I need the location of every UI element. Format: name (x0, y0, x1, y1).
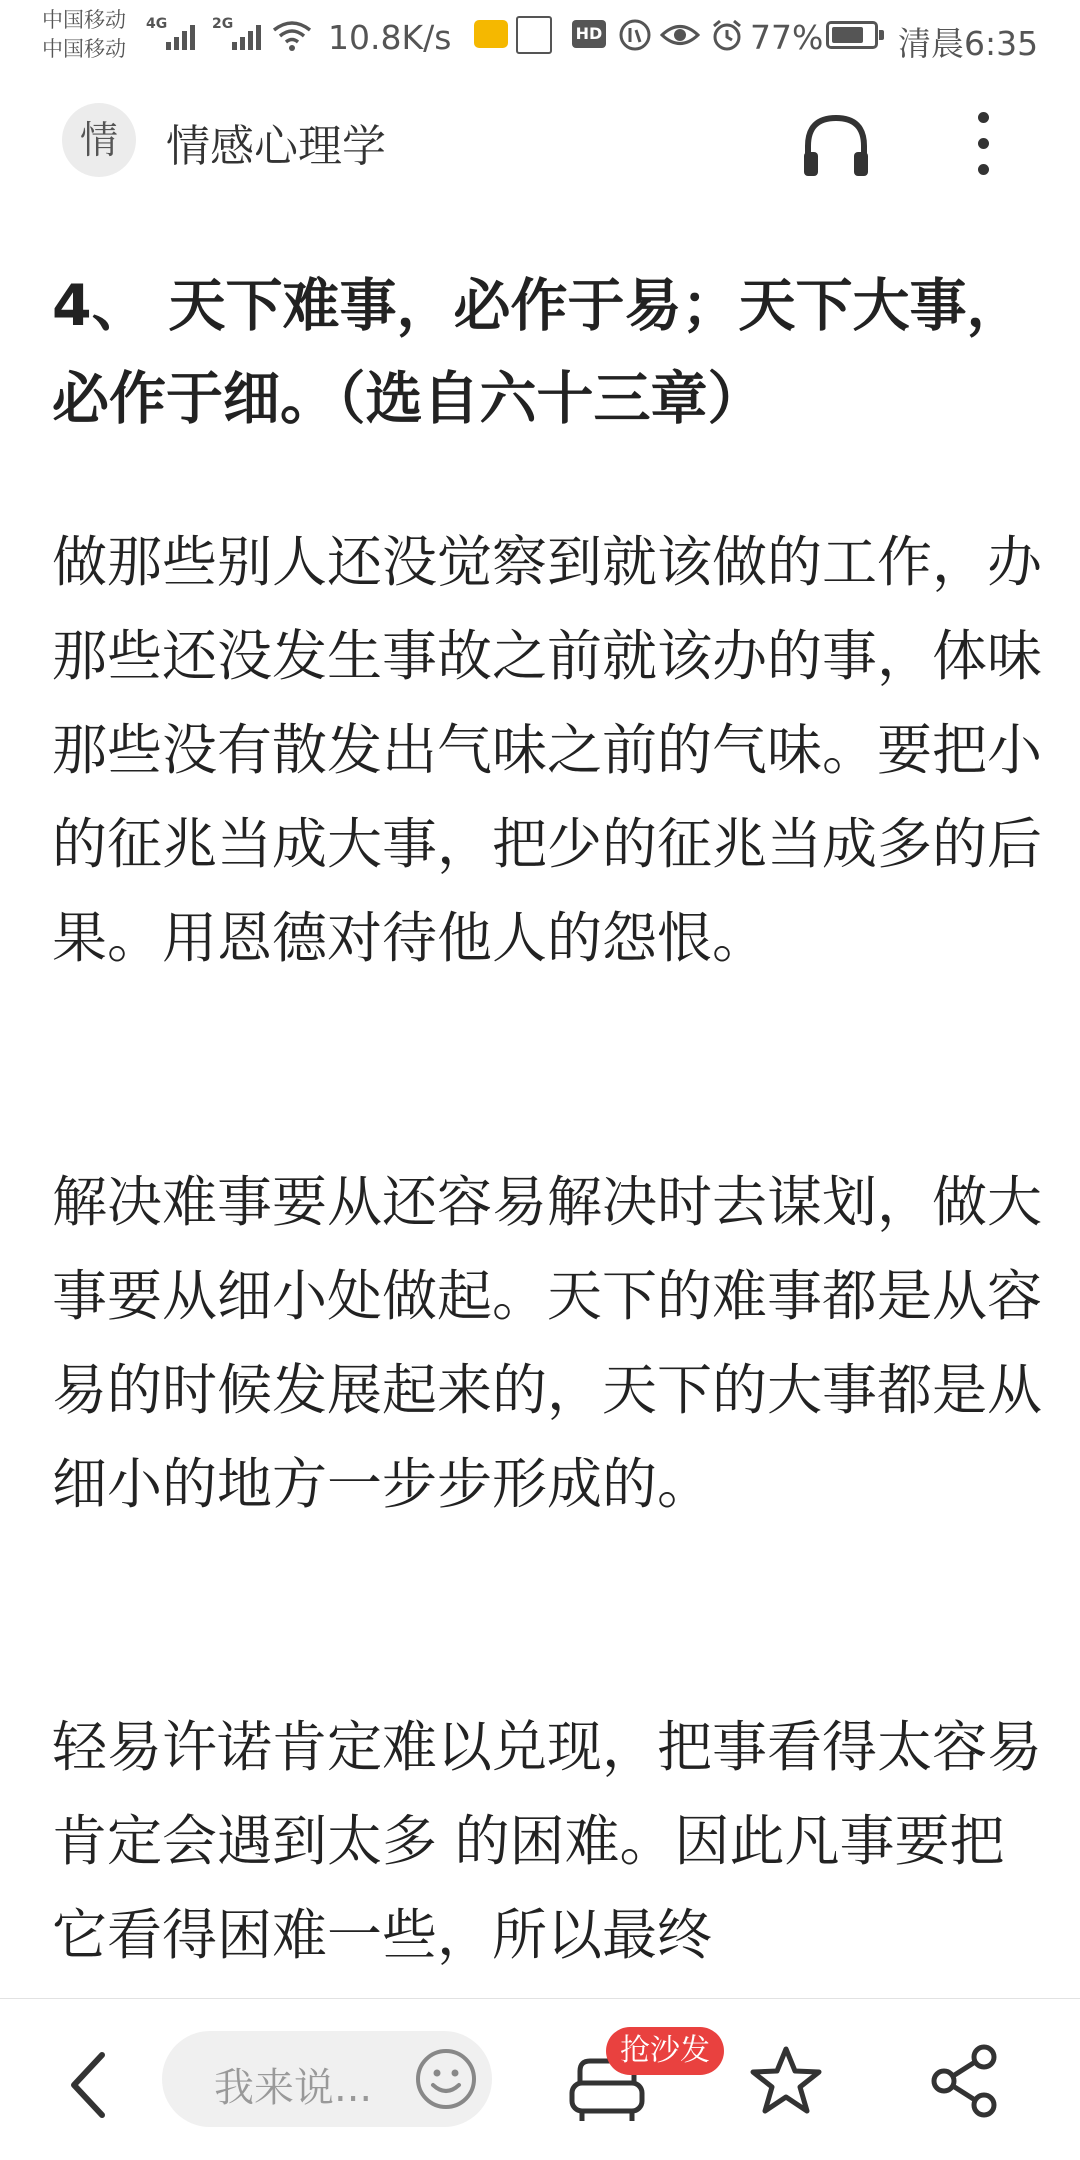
carrier-2: 中国移动 (42, 37, 126, 61)
eye-comfort-icon (660, 18, 700, 52)
article-heading-block (52, 260, 1042, 446)
article-paragraph: 轻易许诺肯定难以兑现，把事看得太容易肯定会遇到太多 的困难。因此凡事要把它看得困难一些，所以最终 (52, 1715, 1043, 1967)
hd-icon: HD (572, 20, 606, 48)
battery-percent: 77% (750, 18, 824, 57)
emoji-icon[interactable] (414, 2047, 478, 2111)
network-speed: 10.8K/s (328, 18, 452, 57)
article-paragraph: 做那些别人还没觉察到就该做的工作，办那些还没发生事故之前就该办的事，体味那些没有散发出气味之前的气味。要把小的征兆当成大事，把少的征兆当成多的后果。用恩德对待他人的怨恨。 (52, 530, 1043, 970)
article-paragraph: 解决难事要从还容易解决时去谋划，做大事要从细小处做起。天下的难事都是从容易的时候发展起来的，天下的大事都是从细小的地方一步步形成的。 (52, 1170, 1043, 1516)
grab-sofa-badge[interactable]: 抢沙发 (606, 2027, 724, 2075)
account-avatar[interactable]: 情 (62, 103, 136, 177)
account-title[interactable]: 情感心理学 (166, 121, 386, 172)
bottom-action-bar (0, 1998, 1080, 2160)
back-icon[interactable] (60, 2045, 120, 2125)
share-icon[interactable] (926, 2041, 1006, 2121)
app-bar (0, 72, 1080, 212)
clock: 清晨6:35 (898, 24, 1039, 63)
data-saver-icon (618, 18, 652, 52)
battery-icon (826, 21, 878, 49)
news-notification-icon (516, 16, 552, 54)
alarm-icon (710, 18, 744, 52)
comment-input[interactable] (162, 2031, 492, 2127)
wifi-icon (272, 18, 312, 52)
mail-notification-icon (474, 20, 508, 48)
article-heading: 4、 天下难事，必作于易；天下大事，必作于细。（选自六十三章） (52, 273, 1024, 432)
more-options-icon[interactable] (964, 108, 1004, 178)
comment-placeholder: 我来说... (214, 2065, 373, 2111)
headphones-icon[interactable] (796, 106, 876, 186)
status-bar: 中国移动 中国移动 4G 2G 10.8K/s HD 77% 清晨6:35 (42, 8, 1039, 63)
carrier-1: 中国移动 (42, 8, 126, 32)
favorite-star-icon[interactable] (746, 2041, 826, 2121)
carrier-labels (42, 6, 126, 64)
